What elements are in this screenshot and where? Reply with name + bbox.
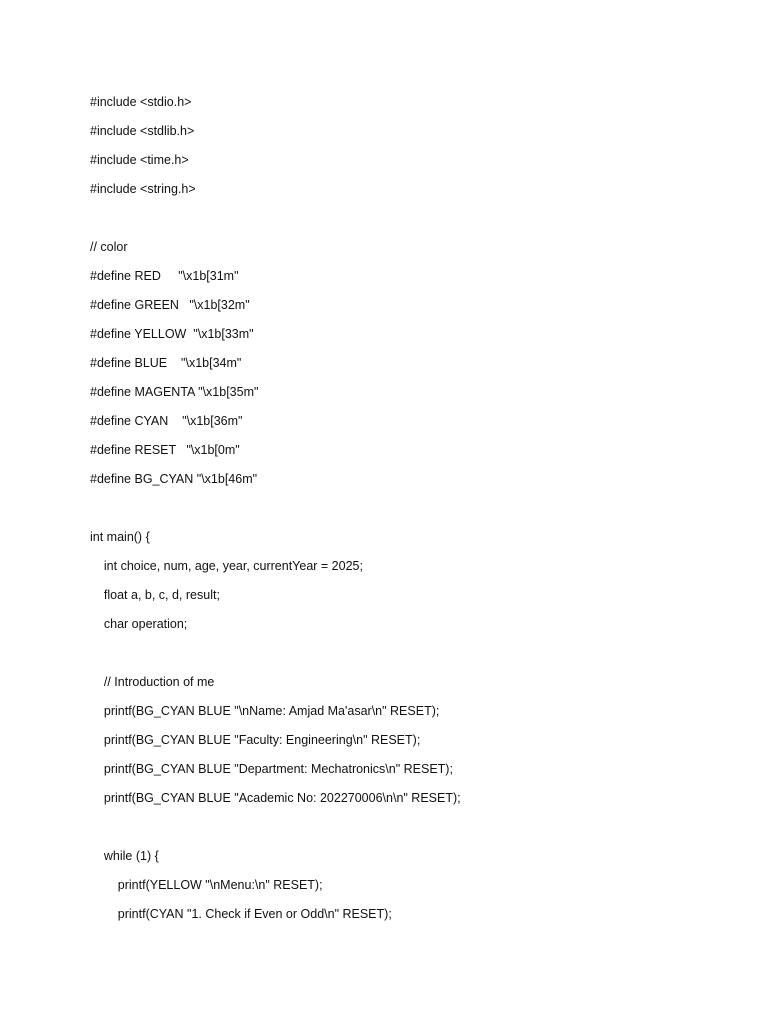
code-line-include-stdlib: #include <stdlib.h> — [90, 124, 195, 138]
blank-line — [90, 208, 730, 237]
code-line-include-time: #include <time.h> — [90, 153, 189, 167]
code-char-declaration: char operation; — [90, 617, 188, 631]
code-define-blue: #define BLUE "\x1b[34m" — [90, 356, 242, 370]
code-line-include-stdio: #include <stdio.h> — [90, 95, 192, 109]
blank-line — [90, 643, 730, 672]
code-define-bg-cyan: #define BG_CYAN "\x1b[46m" — [90, 472, 258, 486]
blank-line — [90, 817, 730, 846]
code-line-include-string: #include <string.h> — [90, 182, 196, 196]
blank-line — [90, 498, 730, 527]
code-define-green: #define GREEN "\x1b[32m" — [90, 298, 250, 312]
code-printf-name: printf(BG_CYAN BLUE "\nName: Amjad Ma'asar\n" RESET); — [90, 704, 440, 718]
code-int-declarations: int choice, num, age, year, currentYear = 2025; — [90, 559, 363, 573]
code-printf-department: printf(BG_CYAN BLUE "Department: Mechatronics\n" RESET); — [90, 762, 453, 776]
code-define-yellow: #define YELLOW "\x1b[33m" — [90, 327, 254, 341]
code-comment-color: // color — [90, 240, 128, 254]
code-printf-menu: printf(YELLOW "\nMenu:\n" RESET); — [90, 878, 323, 892]
code-main-signature: int main() { — [90, 530, 150, 544]
code-define-cyan: #define CYAN "\x1b[36m" — [90, 414, 243, 428]
code-printf-academic-no: printf(BG_CYAN BLUE "Academic No: 202270006\n\n" RESET); — [90, 791, 461, 805]
code-printf-faculty: printf(BG_CYAN BLUE "Faculty: Engineering\n" RESET); — [90, 733, 421, 747]
code-float-declarations: float a, b, c, d, result; — [90, 588, 220, 602]
code-printf-option-1: printf(CYAN "1. Check if Even or Odd\n" RESET); — [90, 907, 392, 921]
code-define-red: #define RED "\x1b[31m" — [90, 269, 239, 283]
code-while-loop: while (1) { — [90, 849, 159, 863]
code-comment-introduction: // Introduction of me — [90, 675, 215, 689]
code-listing — [90, 92, 730, 933]
code-define-reset: #define RESET "\x1b[0m" — [90, 443, 240, 457]
code-define-magenta: #define MAGENTA "\x1b[35m" — [90, 385, 259, 399]
